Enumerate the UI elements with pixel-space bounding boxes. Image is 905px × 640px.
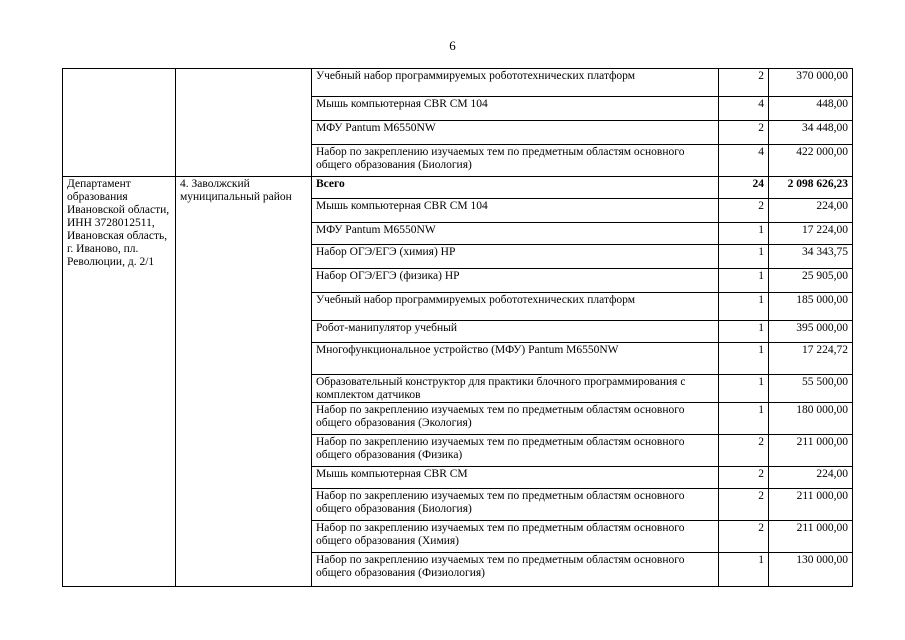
item-amount: 17 224,72 <box>769 343 853 375</box>
item-amount: 448,00 <box>769 97 853 121</box>
item-amount: 211 000,00 <box>769 435 853 467</box>
item-name: Набор по закреплению изучаемых тем по предметным областям основного общего образования (Физика) <box>312 435 719 467</box>
item-name: Образовательный конструктор для практики блочного программирования с комплектом датчиков <box>312 375 719 403</box>
item-amount: 224,00 <box>769 467 853 489</box>
item-amount: 211 000,00 <box>769 521 853 553</box>
item-amount: 25 905,00 <box>769 269 853 293</box>
item-name: Мышь компьютерная CBR CM 104 <box>312 97 719 121</box>
item-amount: 130 000,00 <box>769 553 853 587</box>
item-quantity: 2 <box>719 467 769 489</box>
item-quantity: 2 <box>719 435 769 467</box>
item-name: Набор по закреплению изучаемых тем по предметным областям основного общего образования (Физиология) <box>312 553 719 587</box>
item-quantity: 2 <box>719 121 769 145</box>
item-amount: 180 000,00 <box>769 403 853 435</box>
page-number: 6 <box>449 38 456 53</box>
item-quantity: 1 <box>719 403 769 435</box>
item-name: Набор по закреплению изучаемых тем по предметным областям основного общего образования (Экология) <box>312 403 719 435</box>
item-name: Учебный набор программируемых робототехнических платформ <box>312 293 719 321</box>
item-quantity: 1 <box>719 375 769 403</box>
item-amount: 17 224,00 <box>769 223 853 245</box>
item-quantity: 4 <box>719 145 769 177</box>
item-amount: 185 000,00 <box>769 293 853 321</box>
item-quantity: 1 <box>719 343 769 375</box>
item-name: Набор ОГЭ/ЕГЭ (физика) НР <box>312 269 719 293</box>
item-amount: 55 500,00 <box>769 375 853 403</box>
item-quantity: 1 <box>719 321 769 343</box>
item-quantity: 1 <box>719 553 769 587</box>
total-amount: 2 098 626,23 <box>769 177 853 199</box>
total-label: Всего <box>312 177 719 199</box>
item-name: Набор по закреплению изучаемых тем по предметным областям основного общего образования (Биология) <box>312 489 719 521</box>
item-name: Мышь компьютерная CBR CM 104 <box>312 199 719 223</box>
total-quantity: 24 <box>719 177 769 199</box>
equipment-table <box>62 68 853 587</box>
item-name: Робот-манипулятор учебный <box>312 321 719 343</box>
total-row <box>63 177 853 199</box>
item-amount: 422 000,00 <box>769 145 853 177</box>
item-name: Многофункциональное устройство (МФУ) Pantum M6550NW <box>312 343 719 375</box>
item-amount: 34 343,75 <box>769 245 853 269</box>
item-amount: 370 000,00 <box>769 69 853 97</box>
item-amount: 395 000,00 <box>769 321 853 343</box>
item-quantity: 2 <box>719 521 769 553</box>
item-quantity: 2 <box>719 199 769 223</box>
item-quantity: 1 <box>719 293 769 321</box>
item-name: Набор по закреплению изучаемых тем по предметным областям основного общего образования (Химия) <box>312 521 719 553</box>
item-quantity: 1 <box>719 245 769 269</box>
district-cell-empty <box>176 69 312 177</box>
item-name: Набор по закреплению изучаемых тем по предметным областям основного общего образования (Биология) <box>312 145 719 177</box>
item-amount: 34 448,00 <box>769 121 853 145</box>
table-row <box>63 69 853 97</box>
item-quantity: 4 <box>719 97 769 121</box>
customer-cell: Департамент образования Ивановской области, ИНН 3728012511, Ивановская область, г. Иваново, пл. Революции, д. 2/1 <box>63 177 176 587</box>
item-name: МФУ Pantum M6550NW <box>312 223 719 245</box>
item-quantity: 1 <box>719 269 769 293</box>
item-name: Мышь компьютерная CBR CM <box>312 467 719 489</box>
item-quantity: 2 <box>719 69 769 97</box>
item-quantity: 1 <box>719 223 769 245</box>
table-body <box>63 69 853 587</box>
item-name: Набор ОГЭ/ЕГЭ (химия) НР <box>312 245 719 269</box>
item-quantity: 2 <box>719 489 769 521</box>
item-amount: 211 000,00 <box>769 489 853 521</box>
item-name: Учебный набор программируемых робототехнических платформ <box>312 69 719 97</box>
item-name: МФУ Pantum M6550NW <box>312 121 719 145</box>
district-cell: 4. Заволжский муниципальный район <box>176 177 312 587</box>
item-amount: 224,00 <box>769 199 853 223</box>
customer-cell-empty <box>63 69 176 177</box>
